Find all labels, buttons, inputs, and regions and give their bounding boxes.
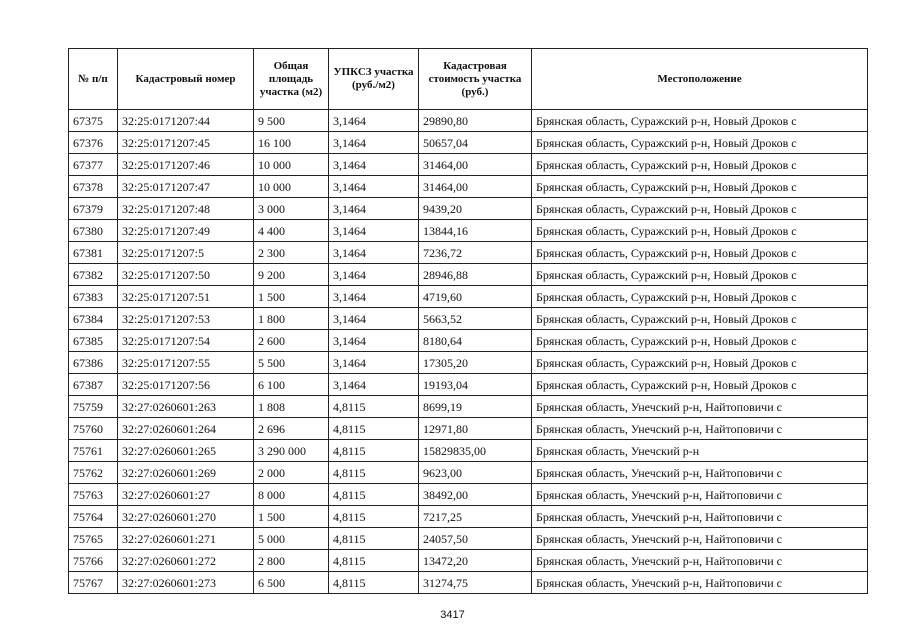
cell-cost: 29890,80 <box>419 110 532 132</box>
cell-upksz: 3,1464 <box>329 374 419 396</box>
cell-location: Брянская область, Суражский р-н, Новый Дроков с <box>532 374 868 396</box>
cell-upksz: 4,8115 <box>329 572 419 594</box>
cell-cadastral-number: 32:25:0171207:45 <box>118 132 254 154</box>
cell-cadastral-number: 32:25:0171207:54 <box>118 330 254 352</box>
cell-location: Брянская область, Суражский р-н, Новый Дроков с <box>532 264 868 286</box>
table-row <box>69 132 868 154</box>
cell-num: 75765 <box>69 528 118 550</box>
cell-cadastral-number: 32:27:0260601:271 <box>118 528 254 550</box>
cell-area: 9 200 <box>254 264 329 286</box>
header-cadastral-number: Кадастровый номер <box>118 49 254 110</box>
cell-area: 1 500 <box>254 286 329 308</box>
cell-cost: 19193,04 <box>419 374 532 396</box>
cell-location: Брянская область, Унечский р-н, Найтоповичи с <box>532 396 868 418</box>
cell-cost: 50657,04 <box>419 132 532 154</box>
cell-area: 2 300 <box>254 242 329 264</box>
cell-num: 75762 <box>69 462 118 484</box>
cell-cost: 8180,64 <box>419 330 532 352</box>
cell-num: 67377 <box>69 154 118 176</box>
table-row <box>69 352 868 374</box>
cell-cadastral-number: 32:25:0171207:51 <box>118 286 254 308</box>
cell-num: 67384 <box>69 308 118 330</box>
table-row <box>69 286 868 308</box>
table-row <box>69 396 868 418</box>
cell-upksz: 3,1464 <box>329 352 419 374</box>
cell-cadastral-number: 32:27:0260601:263 <box>118 396 254 418</box>
table-row <box>69 154 868 176</box>
cell-num: 67386 <box>69 352 118 374</box>
cell-area: 6 500 <box>254 572 329 594</box>
cell-cost: 15829835,00 <box>419 440 532 462</box>
cell-num: 67385 <box>69 330 118 352</box>
cell-location: Брянская область, Суражский р-н, Новый Дроков с <box>532 198 868 220</box>
cell-num: 75763 <box>69 484 118 506</box>
cell-cadastral-number: 32:25:0171207:55 <box>118 352 254 374</box>
cell-area: 2 000 <box>254 462 329 484</box>
cell-upksz: 3,1464 <box>329 242 419 264</box>
cell-cadastral-number: 32:25:0171207:47 <box>118 176 254 198</box>
header-num: № п/п <box>69 49 118 110</box>
cell-cadastral-number: 32:25:0171207:50 <box>118 264 254 286</box>
cell-area: 1 500 <box>254 506 329 528</box>
cell-location: Брянская область, Суражский р-н, Новый Дроков с <box>532 176 868 198</box>
cell-area: 2 696 <box>254 418 329 440</box>
cell-area: 3 000 <box>254 198 329 220</box>
cell-upksz: 3,1464 <box>329 176 419 198</box>
cell-upksz: 4,8115 <box>329 396 419 418</box>
table-body <box>69 110 868 594</box>
cell-upksz: 3,1464 <box>329 220 419 242</box>
cell-cadastral-number: 32:27:0260601:269 <box>118 462 254 484</box>
cell-location: Брянская область, Суражский р-н, Новый Дроков с <box>532 352 868 374</box>
cell-cadastral-number: 32:27:0260601:264 <box>118 418 254 440</box>
cell-area: 9 500 <box>254 110 329 132</box>
cell-location: Брянская область, Суражский р-н, Новый Дроков с <box>532 110 868 132</box>
cell-upksz: 4,8115 <box>329 528 419 550</box>
cell-area: 3 290 000 <box>254 440 329 462</box>
table-row <box>69 440 868 462</box>
table-row <box>69 198 868 220</box>
table-row <box>69 418 868 440</box>
cell-area: 5 500 <box>254 352 329 374</box>
cell-cost: 38492,00 <box>419 484 532 506</box>
cell-area: 10 000 <box>254 176 329 198</box>
cell-num: 67378 <box>69 176 118 198</box>
cell-upksz: 4,8115 <box>329 440 419 462</box>
cell-cost: 13472,20 <box>419 550 532 572</box>
cell-upksz: 3,1464 <box>329 264 419 286</box>
table-row <box>69 308 868 330</box>
cell-location: Брянская область, Суражский р-н, Новый Дроков с <box>532 242 868 264</box>
table-row <box>69 528 868 550</box>
cell-location: Брянская область, Суражский р-н, Новый Дроков с <box>532 220 868 242</box>
cell-num: 67380 <box>69 220 118 242</box>
table-row <box>69 242 868 264</box>
cell-num: 67379 <box>69 198 118 220</box>
cell-cadastral-number: 32:27:0260601:273 <box>118 572 254 594</box>
cell-location: Брянская область, Унечский р-н, Найтоповичи с <box>532 550 868 572</box>
header-upksz: УПКСЗ участка (руб./м2) <box>329 49 419 110</box>
cell-location: Брянская область, Суражский р-н, Новый Дроков с <box>532 286 868 308</box>
cell-num: 75764 <box>69 506 118 528</box>
cell-location: Брянская область, Унечский р-н, Найтоповичи с <box>532 462 868 484</box>
cell-area: 1 800 <box>254 308 329 330</box>
cell-cost: 31464,00 <box>419 176 532 198</box>
table-row <box>69 176 868 198</box>
cell-upksz: 3,1464 <box>329 198 419 220</box>
cell-upksz: 4,8115 <box>329 484 419 506</box>
cell-upksz: 3,1464 <box>329 132 419 154</box>
page-number: 3417 <box>440 609 465 621</box>
cell-num: 75759 <box>69 396 118 418</box>
cell-upksz: 4,8115 <box>329 550 419 572</box>
header-area: Общая площадь участка (м2) <box>254 49 329 110</box>
cell-upksz: 3,1464 <box>329 110 419 132</box>
cell-cadastral-number: 32:27:0260601:265 <box>118 440 254 462</box>
cell-cadastral-number: 32:25:0171207:56 <box>118 374 254 396</box>
cell-num: 75760 <box>69 418 118 440</box>
cell-cadastral-number: 32:25:0171207:44 <box>118 110 254 132</box>
cell-upksz: 3,1464 <box>329 308 419 330</box>
table-row <box>69 264 868 286</box>
cell-cost: 31274,75 <box>419 572 532 594</box>
table-header-row <box>69 49 868 110</box>
cell-num: 75761 <box>69 440 118 462</box>
cell-cost: 31464,00 <box>419 154 532 176</box>
table-row <box>69 110 868 132</box>
cell-location: Брянская область, Унечский р-н, Найтоповичи с <box>532 484 868 506</box>
cell-cost: 9439,20 <box>419 198 532 220</box>
header-cost: Кадастровая стоимость участка (руб.) <box>419 49 532 110</box>
cell-upksz: 4,8115 <box>329 506 419 528</box>
cell-area: 2 800 <box>254 550 329 572</box>
cell-area: 2 600 <box>254 330 329 352</box>
cell-upksz: 4,8115 <box>329 462 419 484</box>
cell-cadastral-number: 32:25:0171207:53 <box>118 308 254 330</box>
cell-num: 67376 <box>69 132 118 154</box>
table-row <box>69 506 868 528</box>
cell-num: 67387 <box>69 374 118 396</box>
cell-area: 4 400 <box>254 220 329 242</box>
table-row <box>69 462 868 484</box>
table-row <box>69 484 868 506</box>
cell-cadastral-number: 32:25:0171207:46 <box>118 154 254 176</box>
cell-location: Брянская область, Унечский р-н <box>532 440 868 462</box>
cell-cost: 9623,00 <box>419 462 532 484</box>
cell-upksz: 3,1464 <box>329 330 419 352</box>
table-row <box>69 330 868 352</box>
cell-cadastral-number: 32:27:0260601:270 <box>118 506 254 528</box>
cell-cost: 7236,72 <box>419 242 532 264</box>
cell-location: Брянская область, Суражский р-н, Новый Дроков с <box>532 308 868 330</box>
cell-cadastral-number: 32:25:0171207:48 <box>118 198 254 220</box>
cell-location: Брянская область, Унечский р-н, Найтоповичи с <box>532 506 868 528</box>
table-row <box>69 572 868 594</box>
cell-upksz: 4,8115 <box>329 418 419 440</box>
cell-cost: 12971,80 <box>419 418 532 440</box>
table-row <box>69 374 868 396</box>
cadastral-table <box>68 48 868 594</box>
cell-location: Брянская область, Суражский р-н, Новый Дроков с <box>532 330 868 352</box>
cell-num: 75766 <box>69 550 118 572</box>
cell-location: Брянская область, Унечский р-н, Найтоповичи с <box>532 572 868 594</box>
cell-num: 67382 <box>69 264 118 286</box>
cell-cost: 5663,52 <box>419 308 532 330</box>
cell-area: 8 000 <box>254 484 329 506</box>
cell-location: Брянская область, Суражский р-н, Новый Дроков с <box>532 154 868 176</box>
cell-location: Брянская область, Унечский р-н, Найтоповичи с <box>532 418 868 440</box>
cell-cadastral-number: 32:25:0171207:49 <box>118 220 254 242</box>
cell-num: 67383 <box>69 286 118 308</box>
cell-area: 16 100 <box>254 132 329 154</box>
cell-location: Брянская область, Суражский р-н, Новый Дроков с <box>532 132 868 154</box>
cell-cost: 13844,16 <box>419 220 532 242</box>
cell-area: 6 100 <box>254 374 329 396</box>
cell-num: 67381 <box>69 242 118 264</box>
cell-cadastral-number: 32:27:0260601:272 <box>118 550 254 572</box>
cell-area: 1 808 <box>254 396 329 418</box>
cell-cost: 28946,88 <box>419 264 532 286</box>
cell-upksz: 3,1464 <box>329 286 419 308</box>
cell-num: 67375 <box>69 110 118 132</box>
cell-cost: 7217,25 <box>419 506 532 528</box>
cell-cadastral-number: 32:25:0171207:5 <box>118 242 254 264</box>
cell-cost: 4719,60 <box>419 286 532 308</box>
cell-area: 5 000 <box>254 528 329 550</box>
cell-area: 10 000 <box>254 154 329 176</box>
cell-upksz: 3,1464 <box>329 154 419 176</box>
table-row <box>69 550 868 572</box>
cell-location: Брянская область, Унечский р-н, Найтоповичи с <box>532 528 868 550</box>
table-row <box>69 220 868 242</box>
cell-cost: 24057,50 <box>419 528 532 550</box>
cell-cost: 17305,20 <box>419 352 532 374</box>
cell-cadastral-number: 32:27:0260601:27 <box>118 484 254 506</box>
cell-cost: 8699,19 <box>419 396 532 418</box>
header-location: Местоположение <box>532 49 868 110</box>
cell-num: 75767 <box>69 572 118 594</box>
